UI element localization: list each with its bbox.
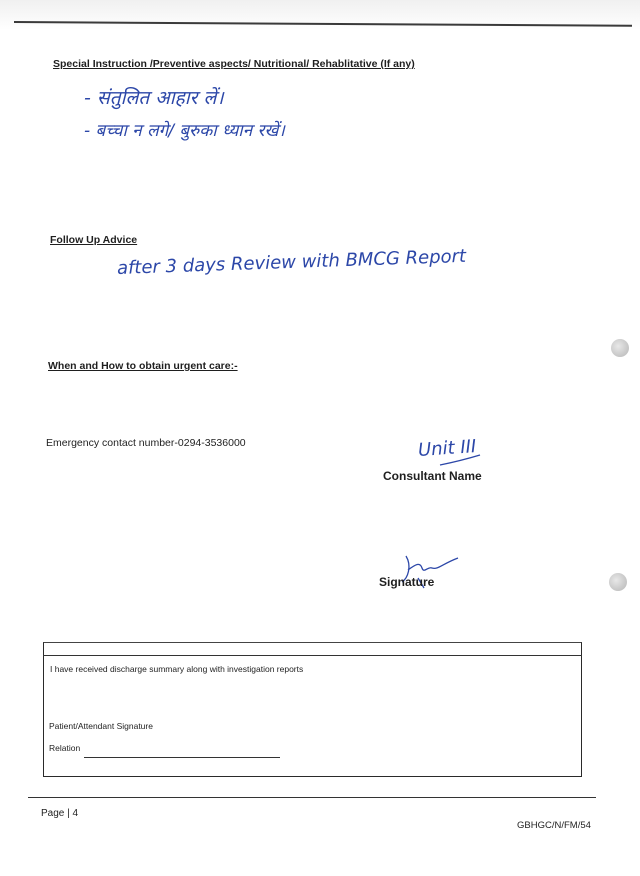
handwritten-instruction-line-1: - संतुलित आहार लें। [84, 87, 224, 109]
page-number: Page | 4 [41, 808, 79, 819]
consultant-underline-stroke [440, 455, 480, 467]
urgent-care-heading: When and How to obtain urgent care:- [48, 360, 238, 372]
emergency-contact: Emergency contact number-0294-3536000 [46, 437, 246, 449]
signature-label: Signature [379, 575, 435, 589]
consultant-name-label: Consultant Name [383, 469, 482, 483]
acknowledgement-box-top-rule [43, 655, 582, 656]
acknowledgement-statement: I have received discharge summary along with investigation reports [50, 664, 304, 674]
attendant-signature-label: Patient/Attendant Signature [49, 721, 153, 731]
relation-blank-line [84, 757, 280, 758]
punch-hole-upper [611, 339, 629, 357]
form-code: GBHGC/N/FM/54 [517, 820, 591, 831]
footer-rule [28, 797, 596, 798]
special-instruction-heading: Special Instruction /Preventive aspects/ Nutritional/ Rehablitative (If any) [53, 58, 415, 70]
handwritten-consultant-name: Unit III [417, 435, 477, 462]
punch-hole-lower [609, 573, 627, 591]
relation-label: Relation [49, 743, 81, 753]
follow-up-heading: Follow Up Advice [50, 234, 138, 246]
handwritten-instruction-line-2: - बच्चा न लगे/ बुरुका ध्यान रखें। [84, 121, 285, 141]
handwritten-follow-up-note: after 3 days Review with BMCG Report [116, 245, 467, 279]
